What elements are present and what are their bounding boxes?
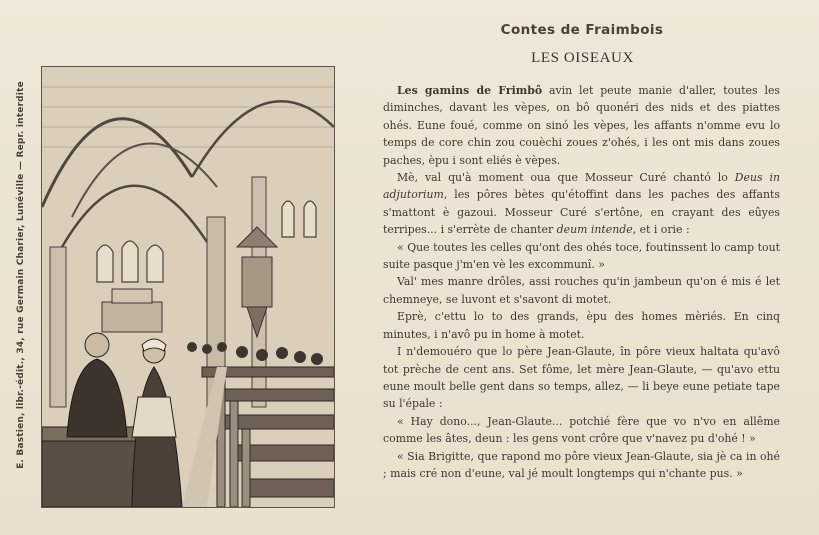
- paragraph-2-post2: , et i orie :: [632, 223, 690, 237]
- paragraph-7: « Hay dono..., Jean-Glaute... potchié fère que vo n'vo en allême comme les âtes, deun : les gens vont crôre que v'navez pu d'ohé ! »: [383, 414, 780, 446]
- paragraph-1: [383, 82, 780, 169]
- publisher-credit: [6, 40, 36, 510]
- paragraph-8: « Sia Brigitte, que rapond mo pôre vieux Jean-Glaute, sia jè ca in ohé ; mais cré non d'eune, val jé moult longtemps qui n'chante pus. »: [383, 449, 780, 480]
- series-title: Contes de Fraimbois: [500, 22, 664, 38]
- paragraph-6: I n'demouéro que lo père Jean-Glaute, în pôre vieux haltata qu'avô tot prèche de cent ans. Set fôme, let mère Jean-Glaute, — qu'avo ettu eune moult belle gent dans so temps, allez, — li beye eune petiate tape su l'épale :: [383, 345, 780, 411]
- story-text: [383, 82, 780, 482]
- paragraph-1-body: avin let peute manie d'aller, toutes les diminches, davant les vèpes, on bô quonéri des nids et des piattes ohés. Eune foué, comme on sinó les vèpes, les affants n'omme evu lo temps de core chin zou couèchi zoues z'ohés, i les ont mis dans zoues paches, èpu i sont eliés è vèpes.: [383, 84, 780, 167]
- paragraph-4: Val' mes manre drôles, assi rouches qu'in jambeun qu'on é mis é let chemneye, se luvont et s'savont di motet.: [383, 275, 780, 306]
- paragraph-2-latin-2: deum intende: [556, 223, 633, 237]
- paragraph-5: Eprè, c'ettu lo to des grands, èpu des homes mèriés. En cinq minutes, i n'avô pu in home à motet.: [383, 310, 780, 341]
- paragraph-3: « Que toutes les celles qu'ont des ohés toce, foutinssent lo camp tout suite pasque j'm'en vè les excommunî. »: [383, 240, 780, 272]
- paragraph-2: [383, 169, 780, 239]
- paragraph-2-pre: Mè, val qu'à moment oua que Mosseur Curé chantó lo: [397, 171, 735, 185]
- church-interior-illustration: [41, 66, 335, 508]
- paragraph-1-lead: Les gamins de Frimbô: [397, 84, 543, 97]
- paragraph-2-post: , les pôres bètes qu'étoffint dans les paches des affants s'mattont è gazoui. Mosseur Curé s'ertône, en crayant des eûyes terripes... i s'errète de chanter: [383, 188, 780, 237]
- publisher-credit-text: E. Bastien, libr.-édit., 34, rue Germain Charier, Lunéville — Repr. interdite: [16, 81, 26, 469]
- paragraph-2-latin-1: Deus in adjutorium: [383, 171, 780, 202]
- story-title: LES OISEAUX: [531, 50, 634, 66]
